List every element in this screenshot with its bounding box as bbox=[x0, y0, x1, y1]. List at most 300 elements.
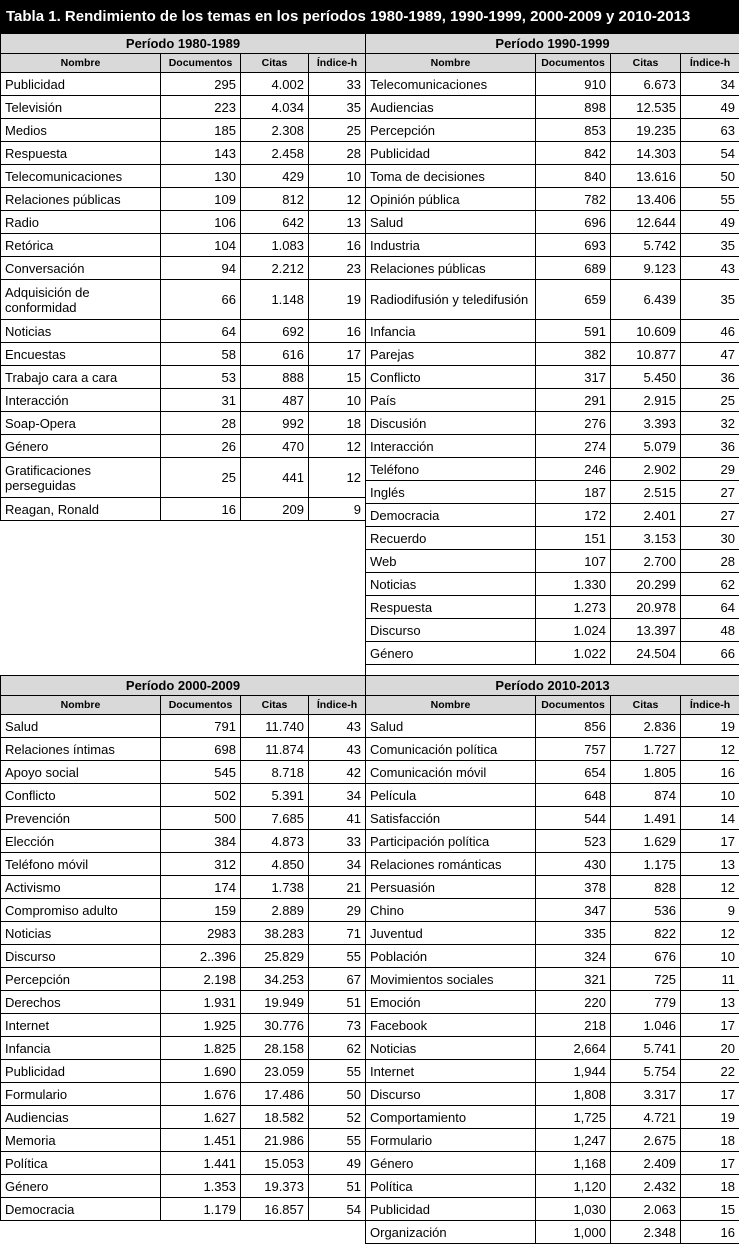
citas-value: 18.582 bbox=[241, 1106, 309, 1129]
col-header-nombre: Nombre bbox=[366, 696, 536, 715]
documentos-value: 246 bbox=[536, 458, 611, 481]
topic-name: Soap-Opera bbox=[1, 412, 161, 435]
column-header-row bbox=[1, 54, 366, 73]
citas-value: 536 bbox=[611, 899, 681, 922]
topic-name: Industria bbox=[366, 234, 536, 257]
citas-value: 2.401 bbox=[611, 504, 681, 527]
topic-name: Prevención bbox=[1, 807, 161, 830]
citas-value: 1.629 bbox=[611, 830, 681, 853]
empty-row bbox=[1, 631, 366, 653]
topic-name: Apoyo social bbox=[1, 761, 161, 784]
indice-h-value: 41 bbox=[309, 807, 366, 830]
period-header-row bbox=[366, 34, 739, 54]
documentos-value: 853 bbox=[536, 119, 611, 142]
topic-name: Telecomunicaciones bbox=[1, 165, 161, 188]
table-row bbox=[366, 1221, 739, 1244]
indice-h-value: 18 bbox=[681, 1175, 739, 1198]
topic-name: Discurso bbox=[366, 619, 536, 642]
table-row bbox=[366, 715, 739, 738]
documentos-value: 143 bbox=[161, 142, 241, 165]
col-header-citas: Citas bbox=[241, 696, 309, 715]
topic-name: Publicidad bbox=[366, 142, 536, 165]
table-row bbox=[366, 165, 739, 188]
bottom-section bbox=[0, 675, 739, 1244]
topic-name: Noticias bbox=[366, 1037, 536, 1060]
indice-h-value: 25 bbox=[681, 389, 739, 412]
documentos-value: 66 bbox=[161, 280, 241, 320]
table-row bbox=[366, 389, 739, 412]
documentos-value: 1,808 bbox=[536, 1083, 611, 1106]
table-row bbox=[366, 1060, 739, 1083]
topic-name: Televisión bbox=[1, 96, 161, 119]
documentos-value: 317 bbox=[536, 366, 611, 389]
topic-name: Discurso bbox=[366, 1083, 536, 1106]
documentos-value: 757 bbox=[536, 738, 611, 761]
citas-value: 209 bbox=[241, 498, 309, 521]
indice-h-value: 35 bbox=[309, 96, 366, 119]
documentos-value: 696 bbox=[536, 211, 611, 234]
indice-h-value: 42 bbox=[309, 761, 366, 784]
indice-h-value: 16 bbox=[309, 320, 366, 343]
documentos-value: 53 bbox=[161, 366, 241, 389]
citas-value: 6.673 bbox=[611, 73, 681, 96]
documentos-value: 1.179 bbox=[161, 1198, 241, 1221]
documentos-value: 1.330 bbox=[536, 573, 611, 596]
topic-name: Interacción bbox=[366, 435, 536, 458]
table-row bbox=[366, 504, 739, 527]
table-row bbox=[366, 280, 739, 320]
citas-value: 14.303 bbox=[611, 142, 681, 165]
indice-h-value: 55 bbox=[309, 1060, 366, 1083]
topic-name: Salud bbox=[1, 715, 161, 738]
citas-value: 30.776 bbox=[241, 1014, 309, 1037]
topic-name: Teléfono móvil bbox=[1, 853, 161, 876]
documentos-value: 107 bbox=[536, 550, 611, 573]
indice-h-value: 11 bbox=[681, 968, 739, 991]
table-row bbox=[1, 96, 366, 119]
table-row bbox=[1, 899, 366, 922]
citas-value: 24.504 bbox=[611, 642, 681, 665]
indice-h-value: 15 bbox=[309, 366, 366, 389]
documentos-value: 1,030 bbox=[536, 1198, 611, 1221]
col-header-indice-h: Índice-h bbox=[309, 696, 366, 715]
empty-cell bbox=[1, 631, 366, 653]
table-row bbox=[366, 73, 739, 96]
indice-h-value: 54 bbox=[681, 142, 739, 165]
indice-h-value: 18 bbox=[309, 412, 366, 435]
indice-h-value: 12 bbox=[681, 738, 739, 761]
topic-name: Conversación bbox=[1, 257, 161, 280]
empty-row bbox=[1, 565, 366, 587]
period-title: Período 1980-1989 bbox=[1, 34, 366, 54]
citas-value: 822 bbox=[611, 922, 681, 945]
indice-h-value: 62 bbox=[309, 1037, 366, 1060]
topic-name: Memoria bbox=[1, 1129, 161, 1152]
indice-h-value: 21 bbox=[309, 876, 366, 899]
indice-h-value: 43 bbox=[309, 738, 366, 761]
citas-value: 11.874 bbox=[241, 738, 309, 761]
column-header-row bbox=[1, 696, 366, 715]
citas-value: 4.034 bbox=[241, 96, 309, 119]
indice-h-value: 32 bbox=[681, 412, 739, 435]
table-row bbox=[1, 991, 366, 1014]
documentos-value: 430 bbox=[536, 853, 611, 876]
period-2000-2009 bbox=[0, 675, 365, 1244]
indice-h-value: 12 bbox=[681, 922, 739, 945]
documentos-value: 1.441 bbox=[161, 1152, 241, 1175]
citas-value: 642 bbox=[241, 211, 309, 234]
indice-h-value: 12 bbox=[309, 188, 366, 211]
topic-name: Interacción bbox=[1, 389, 161, 412]
indice-h-value: 13 bbox=[681, 853, 739, 876]
documentos-value: 1.825 bbox=[161, 1037, 241, 1060]
documentos-value: 1.925 bbox=[161, 1014, 241, 1037]
documentos-value: 1.273 bbox=[536, 596, 611, 619]
documentos-value: 104 bbox=[161, 234, 241, 257]
table-row bbox=[366, 1083, 739, 1106]
col-header-indice-h: Índice-h bbox=[309, 54, 366, 73]
citas-value: 20.299 bbox=[611, 573, 681, 596]
indice-h-value: 9 bbox=[681, 899, 739, 922]
topic-name: Medios bbox=[1, 119, 161, 142]
documentos-value: 64 bbox=[161, 320, 241, 343]
col-header-documentos: Documentos bbox=[161, 54, 241, 73]
indice-h-value: 67 bbox=[309, 968, 366, 991]
topic-name: Relaciones íntimas bbox=[1, 738, 161, 761]
indice-h-value: 16 bbox=[309, 234, 366, 257]
indice-h-value: 14 bbox=[681, 807, 739, 830]
empty-cell bbox=[1, 565, 366, 587]
table-row bbox=[1, 142, 366, 165]
table-row bbox=[366, 435, 739, 458]
documentos-value: 842 bbox=[536, 142, 611, 165]
documentos-value: 840 bbox=[536, 165, 611, 188]
topic-name: Gratificaciones perseguidas bbox=[1, 458, 161, 498]
table-row bbox=[366, 922, 739, 945]
table-row bbox=[366, 257, 739, 280]
topic-name: Discusión bbox=[366, 412, 536, 435]
documentos-value: 58 bbox=[161, 343, 241, 366]
citas-value: 3.393 bbox=[611, 412, 681, 435]
documentos-value: 1.353 bbox=[161, 1175, 241, 1198]
table-row bbox=[1, 830, 366, 853]
topic-name: Encuestas bbox=[1, 343, 161, 366]
citas-value: 10.877 bbox=[611, 343, 681, 366]
documentos-value: 2.198 bbox=[161, 968, 241, 991]
documentos-value: 1,168 bbox=[536, 1152, 611, 1175]
documentos-value: 693 bbox=[536, 234, 611, 257]
citas-value: 34.253 bbox=[241, 968, 309, 991]
citas-value: 4.873 bbox=[241, 830, 309, 853]
documentos-value: 16 bbox=[161, 498, 241, 521]
table-row bbox=[1, 1152, 366, 1175]
table-row bbox=[1, 458, 366, 498]
citas-value: 828 bbox=[611, 876, 681, 899]
topic-name: Internet bbox=[1, 1014, 161, 1037]
documentos-value: 382 bbox=[536, 343, 611, 366]
documentos-value: 321 bbox=[536, 968, 611, 991]
citas-value: 10.609 bbox=[611, 320, 681, 343]
indice-h-value: 50 bbox=[681, 165, 739, 188]
table-row bbox=[366, 458, 739, 481]
topic-name: Política bbox=[1, 1152, 161, 1175]
indice-h-value: 62 bbox=[681, 573, 739, 596]
topic-name: Activismo bbox=[1, 876, 161, 899]
table-row bbox=[1, 945, 366, 968]
citas-value: 23.059 bbox=[241, 1060, 309, 1083]
citas-value: 812 bbox=[241, 188, 309, 211]
indice-h-value: 55 bbox=[681, 188, 739, 211]
topic-name: Trabajo cara a cara bbox=[1, 366, 161, 389]
period-title: Período 1990-1999 bbox=[366, 34, 739, 54]
documentos-value: 1.451 bbox=[161, 1129, 241, 1152]
citas-value: 2.308 bbox=[241, 119, 309, 142]
documentos-value: 1,000 bbox=[536, 1221, 611, 1244]
citas-value: 13.397 bbox=[611, 619, 681, 642]
topic-name: Retórica bbox=[1, 234, 161, 257]
col-header-indice-h: Índice-h bbox=[681, 54, 739, 73]
topic-name: Participación política bbox=[366, 830, 536, 853]
topic-name: Género bbox=[366, 642, 536, 665]
documentos-value: 545 bbox=[161, 761, 241, 784]
table-row bbox=[366, 642, 739, 665]
empty-cell bbox=[1, 587, 366, 609]
table-row bbox=[366, 142, 739, 165]
table-row bbox=[1, 257, 366, 280]
documentos-value: 172 bbox=[536, 504, 611, 527]
table-row bbox=[366, 211, 739, 234]
indice-h-value: 34 bbox=[309, 853, 366, 876]
citas-value: 992 bbox=[241, 412, 309, 435]
topic-name: Discurso bbox=[1, 945, 161, 968]
indice-h-value: 35 bbox=[681, 234, 739, 257]
citas-value: 676 bbox=[611, 945, 681, 968]
topic-name: Percepción bbox=[1, 968, 161, 991]
table-row bbox=[1, 280, 366, 320]
citas-value: 441 bbox=[241, 458, 309, 498]
table-row bbox=[1, 715, 366, 738]
empty-cell bbox=[1, 521, 366, 544]
documentos-value: 689 bbox=[536, 257, 611, 280]
table-row bbox=[1, 234, 366, 257]
citas-value: 2.458 bbox=[241, 142, 309, 165]
col-header-nombre: Nombre bbox=[1, 696, 161, 715]
table-row bbox=[1, 412, 366, 435]
indice-h-value: 49 bbox=[309, 1152, 366, 1175]
topic-name: Facebook bbox=[366, 1014, 536, 1037]
table-row bbox=[1, 1014, 366, 1037]
indice-h-value: 17 bbox=[681, 1152, 739, 1175]
documentos-value: 218 bbox=[536, 1014, 611, 1037]
table-row bbox=[366, 596, 739, 619]
table-row bbox=[1, 188, 366, 211]
citas-value: 5.079 bbox=[611, 435, 681, 458]
citas-value: 25.829 bbox=[241, 945, 309, 968]
topic-name: País bbox=[366, 389, 536, 412]
documentos-value: 2,664 bbox=[536, 1037, 611, 1060]
indice-h-value: 20 bbox=[681, 1037, 739, 1060]
documentos-value: 659 bbox=[536, 280, 611, 320]
citas-value: 2.889 bbox=[241, 899, 309, 922]
indice-h-value: 54 bbox=[309, 1198, 366, 1221]
table-row bbox=[1, 498, 366, 521]
col-header-documentos: Documentos bbox=[536, 696, 611, 715]
indice-h-value: 10 bbox=[681, 945, 739, 968]
documentos-value: 1,725 bbox=[536, 1106, 611, 1129]
col-header-nombre: Nombre bbox=[1, 54, 161, 73]
table-row bbox=[1, 807, 366, 830]
topic-name: Género bbox=[1, 435, 161, 458]
documentos-value: 274 bbox=[536, 435, 611, 458]
citas-value: 19.373 bbox=[241, 1175, 309, 1198]
topic-name: Respuesta bbox=[366, 596, 536, 619]
citas-value: 1.805 bbox=[611, 761, 681, 784]
topic-name: Toma de decisiones bbox=[366, 165, 536, 188]
table-row bbox=[366, 619, 739, 642]
indice-h-value: 43 bbox=[681, 257, 739, 280]
citas-value: 21.986 bbox=[241, 1129, 309, 1152]
table-row bbox=[1, 853, 366, 876]
indice-h-value: 12 bbox=[309, 458, 366, 498]
topic-name: Política bbox=[366, 1175, 536, 1198]
documentos-value: 1.931 bbox=[161, 991, 241, 1014]
documentos-value: 25 bbox=[161, 458, 241, 498]
col-header-citas: Citas bbox=[611, 54, 681, 73]
indice-h-value: 35 bbox=[681, 280, 739, 320]
indice-h-value: 34 bbox=[309, 784, 366, 807]
citas-value: 616 bbox=[241, 343, 309, 366]
topic-name: Publicidad bbox=[366, 1198, 536, 1221]
topic-name: Movimientos sociales bbox=[366, 968, 536, 991]
indice-h-value: 51 bbox=[309, 991, 366, 1014]
topic-name: Género bbox=[366, 1152, 536, 1175]
table-row bbox=[366, 1198, 739, 1221]
citas-value: 2.700 bbox=[611, 550, 681, 573]
empty-cell bbox=[1, 609, 366, 631]
citas-value: 15.053 bbox=[241, 1152, 309, 1175]
citas-value: 13.616 bbox=[611, 165, 681, 188]
citas-value: 1.148 bbox=[241, 280, 309, 320]
citas-value: 2.432 bbox=[611, 1175, 681, 1198]
documentos-value: 26 bbox=[161, 435, 241, 458]
indice-h-value: 19 bbox=[309, 280, 366, 320]
indice-h-value: 12 bbox=[309, 435, 366, 458]
empty-row bbox=[1, 587, 366, 609]
table-row bbox=[366, 991, 739, 1014]
citas-value: 429 bbox=[241, 165, 309, 188]
indice-h-value: 16 bbox=[681, 1221, 739, 1244]
citas-value: 7.685 bbox=[241, 807, 309, 830]
period-header-row bbox=[366, 676, 739, 696]
topic-name: Salud bbox=[366, 715, 536, 738]
indice-h-value: 50 bbox=[309, 1083, 366, 1106]
topic-name: Relaciones públicas bbox=[366, 257, 536, 280]
topic-name: Web bbox=[366, 550, 536, 573]
table-title: Tabla 1. Rendimiento de los temas en los períodos 1980-1989, 1990-1999, 2000-2009 y 2010-2013 bbox=[0, 0, 739, 33]
documentos-value: 1.022 bbox=[536, 642, 611, 665]
topic-name: Infancia bbox=[1, 1037, 161, 1060]
table-row bbox=[1, 1198, 366, 1221]
topic-name: Chino bbox=[366, 899, 536, 922]
col-header-indice-h: Índice-h bbox=[681, 696, 739, 715]
table-row bbox=[1, 738, 366, 761]
topic-name: Organización bbox=[366, 1221, 536, 1244]
indice-h-value: 63 bbox=[681, 119, 739, 142]
table-row bbox=[366, 96, 739, 119]
table-row bbox=[1, 784, 366, 807]
citas-value: 16.857 bbox=[241, 1198, 309, 1221]
table-row bbox=[366, 807, 739, 830]
documentos-value: 295 bbox=[161, 73, 241, 96]
topic-name: Emoción bbox=[366, 991, 536, 1014]
table-row bbox=[1, 1106, 366, 1129]
citas-value: 5.741 bbox=[611, 1037, 681, 1060]
indice-h-value: 55 bbox=[309, 1129, 366, 1152]
indice-h-value: 10 bbox=[309, 389, 366, 412]
citas-value: 1.727 bbox=[611, 738, 681, 761]
topic-name: Relaciones públicas bbox=[1, 188, 161, 211]
topic-name: Compromiso adulto bbox=[1, 899, 161, 922]
period-1990-1999 bbox=[365, 33, 739, 675]
documentos-value: 856 bbox=[536, 715, 611, 738]
documentos-value: 312 bbox=[161, 853, 241, 876]
period-2010-2013 bbox=[365, 675, 739, 1244]
table-row bbox=[366, 234, 739, 257]
col-header-nombre: Nombre bbox=[366, 54, 536, 73]
topic-name: Conflicto bbox=[366, 366, 536, 389]
table-row bbox=[1, 435, 366, 458]
indice-h-value: 27 bbox=[681, 504, 739, 527]
citas-value: 12.644 bbox=[611, 211, 681, 234]
col-header-documentos: Documentos bbox=[161, 696, 241, 715]
topic-name: Radiodifusión y teledifusión bbox=[366, 280, 536, 320]
indice-h-value: 12 bbox=[681, 876, 739, 899]
citas-value: 3.317 bbox=[611, 1083, 681, 1106]
empty-row bbox=[1, 653, 366, 675]
citas-value: 2.915 bbox=[611, 389, 681, 412]
citas-value: 874 bbox=[611, 784, 681, 807]
table-row bbox=[1, 320, 366, 343]
documentos-value: 654 bbox=[536, 761, 611, 784]
table-row bbox=[366, 1152, 739, 1175]
empty-cell bbox=[1, 653, 366, 675]
citas-value: 38.283 bbox=[241, 922, 309, 945]
period-header-row bbox=[1, 34, 366, 54]
citas-value: 11.740 bbox=[241, 715, 309, 738]
indice-h-value: 18 bbox=[681, 1129, 739, 1152]
table-row bbox=[366, 481, 739, 504]
table-row bbox=[366, 188, 739, 211]
documentos-value: 523 bbox=[536, 830, 611, 853]
indice-h-value: 36 bbox=[681, 366, 739, 389]
table-row bbox=[1, 1083, 366, 1106]
indice-h-value: 51 bbox=[309, 1175, 366, 1198]
citas-value: 2.063 bbox=[611, 1198, 681, 1221]
period-1980-1989 bbox=[0, 33, 365, 675]
documentos-value: 500 bbox=[161, 807, 241, 830]
table-row bbox=[1, 1175, 366, 1198]
citas-value: 5.742 bbox=[611, 234, 681, 257]
indice-h-value: 23 bbox=[309, 257, 366, 280]
documentos-value: 910 bbox=[536, 73, 611, 96]
documentos-value: 898 bbox=[536, 96, 611, 119]
citas-value: 1.046 bbox=[611, 1014, 681, 1037]
citas-value: 4.850 bbox=[241, 853, 309, 876]
topic-name: Formulario bbox=[366, 1129, 536, 1152]
indice-h-value: 15 bbox=[681, 1198, 739, 1221]
topic-name: Opinión pública bbox=[366, 188, 536, 211]
topic-name: Internet bbox=[366, 1060, 536, 1083]
